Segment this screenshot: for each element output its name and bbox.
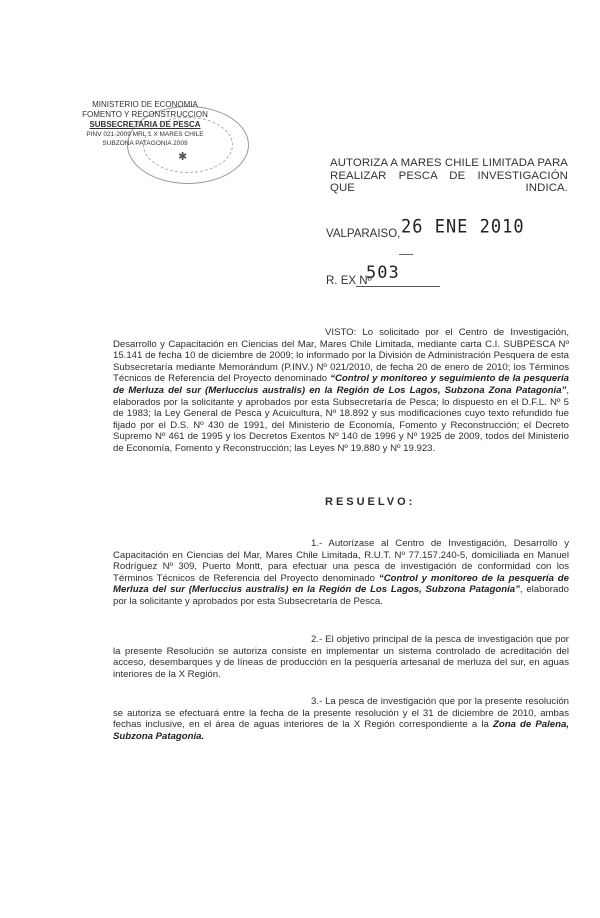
item3-zone: Zona de Palena, Subzona Patagonia. xyxy=(113,719,569,742)
resolution-item-1 xyxy=(113,538,569,608)
visto-rest: , elaborados por la solicitante y aprobados por esta Subsecretaría de Pesca; lo dispuesto en el D.F.L. Nº 5 de 1983; la Ley General de Pesca y Acuicultura, Nº 18.892 y sus modificaciones cuyo texto refundido fue fijado por el D.S. Nº 430 de 1991, del Ministerio de Economía, Fomento y Reconstrucción; el Decreto Supremo Nº 461 de 1995 y los Decretos Exentos Nº 140 de 1996 y Nº 1925 de 2009, todos del Ministerio de Economía, Fomento y Reconstrucción; las Leyes Nº 19.880 y Nº 19.923. xyxy=(113,384,569,454)
issue-date-stamp: 26 ENE 2010 xyxy=(401,216,525,238)
resolution-number-underline xyxy=(356,286,440,287)
item2-text: 2.- El objetivo principal de la pesca de investigación que por la presente Resolución se autoriza consiste en implementar un sistema controlado de acreditación del acceso, desembarques y de líneas de producción en la pesquería artesanal de merluza del sur, en aguas interiores de la X Región. xyxy=(113,634,569,680)
letterhead-subsecretaria: SUBSECRETARIA DE PESCA xyxy=(89,120,201,129)
item1-rest: , elaborado por la solicitante y aprobados por esta Subsecretaría de Pesca. xyxy=(113,584,569,607)
letterhead-ministry: MINISTERIO DE ECONOMIA xyxy=(92,100,198,109)
visto-lead: VISTO: Lo solicitado por el Centro de Investigación, Desarrollo y Capacitación en Ciencias del Mar, Mares Chile Limitada, mediante carta C.I. SUBPESCA Nº 15.141 de fecha 10 de diciembre de 2009; lo informado por la División de Administración Pesquera de esta Subsecretaría mediante Memorándum (P.INV.) Nº 021/2010, de fecha 20 de enero de 2010; los Términos Técnicos de Referencia del Proyecto denominado xyxy=(113,327,569,385)
visto-project-title: “Control y monitoreo y seguimiento de la pesquería de Merluza del sur (Merluccius australis) en la Región de Los Lagos, Subzona Zona Patagonia” xyxy=(113,373,569,396)
resuelvo-heading: RESUELVO: xyxy=(325,496,416,508)
item1-lead: 1.- Autorízase al Centro de Investigación, Desarrollo y Capacitación en Ciencias del Mar, Mares Chile Limitada, R.U.T. Nº 77.157.240-5, domiciliada en Manuel Rodríguez Nº 309, Puerto Montt, para efectuar una pesca de investigación de conformidad con los Términos Técnicos de Referencia del Proyecto denominado xyxy=(113,538,569,584)
stamp-mark-icon: ✱ xyxy=(178,151,188,163)
resolution-number-label: R. EX Nº xyxy=(326,275,372,287)
letterhead-reference: PINV 021-2009 MRL 1 X MARES CHILE xyxy=(86,131,204,138)
item1-project-title: “Control y monitoreo de la pesquería de Merluza del sur (Merluccius australis) en la Región de Los Lagos, Subzona Patagonia” xyxy=(113,572,570,596)
resolution-item-3 xyxy=(113,696,569,742)
resolution-number-dash xyxy=(399,254,413,255)
resolution-subject: AUTORIZA A MARES CHILE LIMITADA PARA REALIZAR PESCA DE INVESTIGACIÓN QUE INDICA. xyxy=(330,157,568,194)
resolution-item-2 xyxy=(113,634,569,680)
resolution-number-stamp: 503 xyxy=(366,263,400,283)
issue-place: VALPARAISO, xyxy=(326,228,401,240)
letterhead-fomento: FOMENTO Y RECONSTRUCCION xyxy=(82,110,208,119)
visto-paragraph xyxy=(113,327,569,455)
letterhead-subzona: SUBZONA PATAGONIA 2009 xyxy=(102,140,188,147)
ministry-letterhead xyxy=(70,100,220,148)
item3-lead: 3.- La pesca de investigación que por la presente resolución se autoriza se efectuará entre la fecha de la presente resolución y el 31 de diciembre de 2010, ambas fechas inclusive, en el área de aguas interiores de la X Región correspondiente a la xyxy=(113,696,569,731)
